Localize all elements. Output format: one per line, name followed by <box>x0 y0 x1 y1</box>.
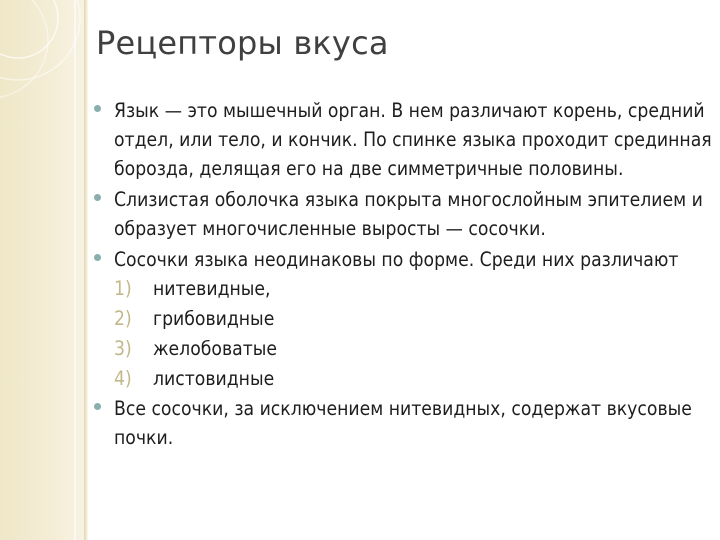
bullet-text: Все сосочки, за исключением нитевидных, содержат вкусовые почки. <box>114 397 692 449</box>
numbered-item <box>94 274 716 304</box>
slide-content <box>94 96 716 454</box>
numbered-item <box>94 304 716 334</box>
bullet-item <box>94 245 716 274</box>
bullet-icon <box>94 403 101 410</box>
bullet-item <box>94 185 716 243</box>
item-text: желобоватые <box>153 337 278 360</box>
bullet-item <box>94 96 716 183</box>
bullet-item <box>94 394 716 452</box>
item-number: 1) <box>114 277 132 300</box>
item-text: нитевидные, <box>153 277 271 300</box>
bullet-text: Сосочки языка неодинаковы по форме. Среди них различают <box>114 248 679 271</box>
decorative-arcs-icon <box>0 0 90 120</box>
bullet-icon <box>94 254 101 261</box>
bullet-icon <box>94 105 101 112</box>
item-number: 2) <box>114 307 132 330</box>
item-number: 3) <box>114 337 132 360</box>
item-text: грибовидные <box>153 307 275 330</box>
item-text: листовидные <box>153 367 275 390</box>
numbered-list <box>94 274 716 394</box>
bullet-text: Язык — это мышечный орган. В нем различают корень, средний отдел, или тело, и кончик. По спинке языка проходит срединная борозда, делящая его на две симметричные половины. <box>114 99 712 180</box>
item-number: 4) <box>114 367 132 390</box>
numbered-item <box>94 334 716 364</box>
slide-title: Рецепторы вкуса <box>96 24 389 62</box>
numbered-item <box>94 364 716 394</box>
bullet-icon <box>94 194 101 201</box>
bullet-text: Слизистая оболочка языка покрыта многослойным эпителием и образует многочисленные выросты — сосочки. <box>114 188 703 240</box>
